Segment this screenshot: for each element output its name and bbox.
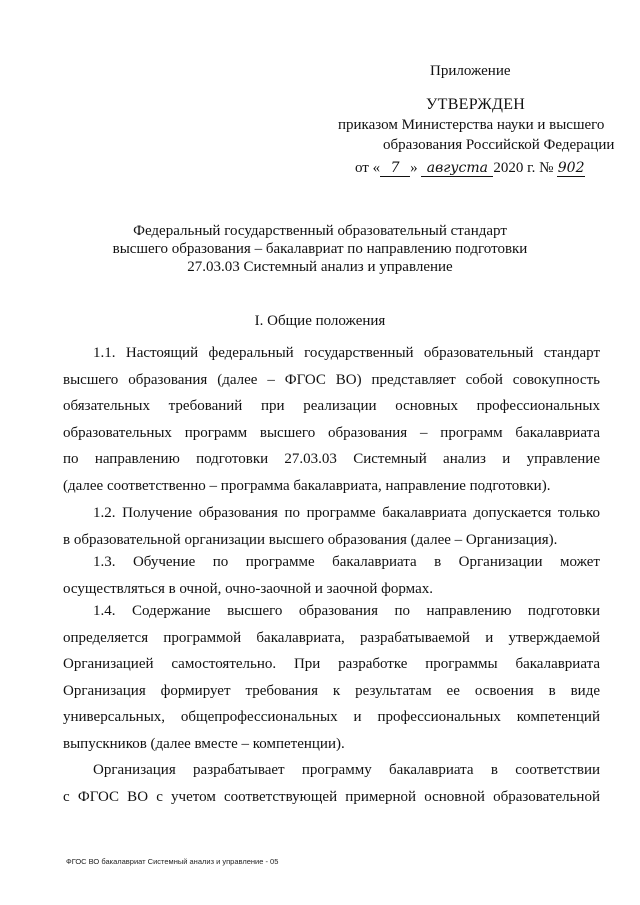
appendix-label: Приложение <box>430 63 511 79</box>
paragraph-line: обязательных требований при реализации основных профессиональных <box>63 398 600 414</box>
order-mid: » <box>410 160 418 176</box>
section-heading: I. Общие положения <box>254 313 386 329</box>
paragraph-line: Организация разрабатывает программу бакалавриата в соответствии <box>93 762 600 778</box>
standard-title <box>60 222 580 276</box>
paragraph-organization <box>63 757 600 810</box>
paragraph-line: Организация формирует требования к результатам ее освоения в виде <box>63 682 600 699</box>
order-date-line <box>355 160 585 177</box>
paragraph-1-1 <box>63 340 600 499</box>
order-line-2: образования Российской Федерации <box>383 137 615 153</box>
approved-stamp-label: УТВЕРЖДЕН <box>426 96 526 113</box>
paragraph-line: определяется программой бакалавриата, разрабатываемой и утверждаемой <box>63 629 600 646</box>
paragraph-line: (далее соответственно – программа бакалавриата, направление подготовки). <box>63 477 551 494</box>
page-footer: ФГОС ВО бакалавриат Системный анализ и управление - 05 <box>66 857 279 866</box>
paragraph-line: высшего образования (далее – ФГОС ВО) представляет собой совокупность <box>63 371 600 388</box>
paragraph-line: Организацией самостоятельно. При разработке программы бакалавриата <box>63 656 600 672</box>
order-year: 2020 г. № <box>493 160 554 176</box>
paragraph-line: 1.2. Получение образования по программе бакалавриата допускается только <box>93 505 600 521</box>
paragraph-line: с ФГОС ВО с учетом соответствующей примерной основной образовательной <box>63 788 600 805</box>
paragraph-1-3 <box>63 549 600 602</box>
standard-title-line-1: Федеральный государственный образовательный стандарт <box>133 223 507 239</box>
paragraph-line: осуществляться в очной, очно-заочной и заочной формах. <box>63 580 433 597</box>
paragraph-1-4 <box>63 598 600 757</box>
paragraph-line: в образовательной организации высшего образования (далее – Организация). <box>63 531 558 548</box>
paragraph-line: универсальных, общепрофессиональных и профессиональных компетенций <box>63 709 600 725</box>
order-line-1: приказом Министерства науки и высшего <box>338 117 605 133</box>
paragraph-line: образовательных программ высшего образования – программ бакалавриата <box>63 424 600 441</box>
paragraph-line: 1.4. Содержание высшего образования по направлению подготовки <box>93 603 600 619</box>
paragraph-line: 1.1. Настоящий федеральный государственный образовательный стандарт <box>93 345 600 361</box>
standard-title-line-3: 27.03.03 Системный анализ и управление <box>187 259 453 275</box>
order-number: 902 <box>557 160 585 176</box>
order-day: 7 <box>380 160 410 177</box>
paragraph-line: 1.3. Обучение по программе бакалавриата в Организации может <box>93 554 600 570</box>
paragraph-line: выпускников (далее вместе – компетенции). <box>63 735 345 752</box>
order-month: августа <box>421 160 493 177</box>
standard-title-line-2: высшего образования – бакалавриат по направлению подготовки <box>112 241 528 257</box>
order-prefix: от « <box>355 160 381 176</box>
paragraph-line: по направлению подготовки 27.03.03 Системный анализ и управление <box>63 451 600 467</box>
paragraph-1-2 <box>63 500 600 553</box>
